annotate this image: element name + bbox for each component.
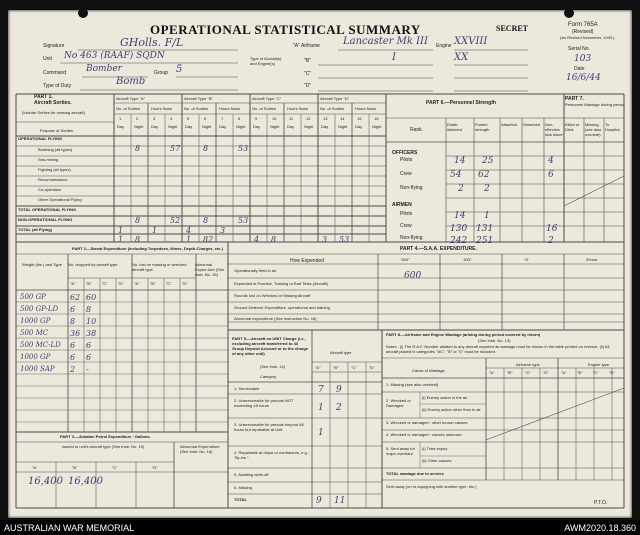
p8-row-6: Sent away (on re-equipping with another type, etc.) [386, 484, 477, 489]
petrol-a-value: 16,400 [28, 476, 63, 487]
petrol-b-value: 16,400 [68, 476, 103, 487]
p2-col-a0: "A" [70, 281, 76, 286]
serial-value: 103 [574, 54, 592, 64]
part6-row-5: Non-flying [400, 235, 423, 241]
aircraft-type-header-2: Aircraft Type "C" [252, 96, 282, 101]
p1-value: 8 [135, 216, 141, 225]
bomb-a: 6 [70, 305, 76, 314]
col-number: 15 [357, 116, 362, 121]
saa-fired-value: 600 [404, 271, 422, 281]
petrol-issued-header: Issued to unit's aircraft type (See Instr. No. 10) [62, 444, 145, 449]
part1-row-4: Reconnaissance [38, 177, 68, 182]
daynight-label: Day [151, 124, 159, 129]
p6-value: 62 [478, 170, 490, 180]
part6-row-4: Crew [400, 223, 412, 229]
how-expended-header: How Expended [290, 258, 324, 264]
petrol-abnormal-header: Abnormal Expenditure (See Instr. No. 16) [180, 444, 220, 454]
p5-value: 1 [318, 403, 324, 413]
col-number: 8 [238, 116, 241, 121]
daynight-label: Day [355, 124, 363, 129]
p1-value: 53 [238, 216, 249, 225]
group-label: Group [154, 70, 168, 76]
airframe-d-label: "D" [304, 83, 312, 89]
secret-label: SECRET [496, 24, 529, 33]
p5-row-1: 2. Unserviceable for periods NOT exceeding 48 hours [234, 398, 294, 408]
bomb-a: 8 [70, 317, 76, 326]
p6-value: 14 [454, 156, 466, 166]
unit-label: Unit [43, 56, 52, 62]
aircraft-type-header-0: Aircraft Type "A" [116, 96, 145, 101]
saa-calibre-0: ·303" [400, 257, 410, 262]
form-title: OPERATIONAL STATISTICAL SUMMARY [150, 22, 421, 37]
signature-label: Signature [43, 43, 65, 49]
p8-col-0: "A" [489, 370, 495, 375]
p5-row-3: 4. Repairable at depot or contractors, e.g., "fly-ins." [234, 450, 309, 460]
saa-calibre-2: ·5" [524, 257, 529, 262]
saa-calibre-1: ·303" [462, 257, 472, 262]
p3-col-1: "B" [72, 465, 78, 470]
form-revised-note: (As Revised November, 1943.) [560, 35, 615, 40]
p8-row-0: 1. Missing (see also overleaf) [386, 382, 439, 387]
p5-row-6: TOTAL [234, 497, 247, 502]
p1-value: 1 [152, 226, 158, 235]
saa-row-4: Abnormal expenditure (See Instruction No. 16) [234, 316, 317, 321]
p8-row-1: 2. Wrecked or Damaged [386, 398, 411, 408]
bomb-a: 6 [70, 341, 76, 350]
hours-header-0: Hours flown [151, 106, 173, 111]
p1-value: 1 [118, 226, 124, 235]
part7-col-1: Missing (see also overleaf) [585, 122, 602, 137]
archive-footer [0, 520, 640, 535]
bomb-a: 2 [70, 365, 76, 374]
p8-row-5: TOTAL wastage due to service [386, 471, 444, 476]
p6-value: 130 [450, 224, 468, 234]
p5-row-0: 1. Serviceable [234, 386, 260, 391]
p2-col-a3: "D" [118, 281, 124, 286]
daynight-label: Night [134, 124, 144, 129]
pto-label: P.T.O. [594, 500, 608, 506]
col-number: 6 [204, 116, 207, 121]
part6-col-0: Estab-lishment [447, 122, 462, 132]
part6-col-4: Non-effective sick leave [545, 122, 563, 137]
part1-row-9: TOTAL (all Flying) [18, 227, 52, 232]
part1-row-2: Sea-mining [38, 157, 59, 162]
p6-value: 16 [546, 224, 558, 234]
p8-col-6: "C" [593, 370, 599, 375]
aircraft-type-label: Type of Aircraft(s) and Engine(s) [250, 56, 282, 66]
bomb-b: 8 [86, 305, 92, 314]
form-number: Form 765A [568, 22, 598, 28]
engine-header: Engine type [588, 362, 610, 367]
unit-value: No 463 (RAAF) SQDN [64, 51, 165, 61]
duty-value: Bomb [116, 76, 146, 87]
daynight-label: Night [270, 124, 280, 129]
airframe-header: Airframe type [516, 362, 540, 367]
saa-row-3: Ground Defence Expenditure, operational and training [234, 305, 330, 310]
col-number: 11 [289, 116, 294, 121]
col-number: 13 [323, 116, 328, 121]
part7-title: PART 7. [565, 96, 584, 102]
airframe-b-label: "B" [304, 58, 311, 64]
command-label: Command [43, 70, 67, 76]
lost-header: No. lost on missing or wrecked aircraft type [132, 262, 187, 272]
bomb-b: 60 [86, 293, 97, 302]
p1-value: 8 [203, 144, 209, 153]
archive-ref: AWM2020.18.360 [564, 523, 636, 533]
part1-row-6: Other Operational Flying [38, 197, 82, 202]
airframe-c-label: "C" [304, 71, 312, 77]
daynight-label: Night [168, 124, 178, 129]
bomb-type: 500 MC-LD [20, 341, 61, 349]
part7-col-2: To Hospital [605, 122, 620, 132]
col-number: 7 [221, 116, 224, 121]
officers-label: OFFICERS [392, 150, 418, 156]
daynight-label: Day [219, 124, 227, 129]
daynight-label: Night [338, 124, 348, 129]
cause-header: Cause of Wastage [412, 368, 445, 373]
p8-sub2-0: (i) Enemy action in the air [422, 395, 468, 400]
part6-title: PART 6.—Personnel Strength [426, 100, 496, 106]
p6-value: 251 [476, 236, 494, 246]
p8-col-5: "B" [577, 370, 583, 375]
p6-value: 131 [476, 224, 494, 234]
sorties-header-2: No. of Sorties [252, 106, 277, 111]
p1-value: 8 [271, 235, 277, 244]
daynight-label: Day [117, 124, 125, 129]
p5-value: 2 [336, 403, 342, 413]
p1-value: 4 [186, 226, 192, 235]
aircraft-type-header-3: Aircraft Type "D" [320, 96, 350, 101]
daynight-label: Night [236, 124, 246, 129]
part6-row-2: Non-flying [400, 185, 423, 191]
p1-value: 52 [170, 216, 181, 225]
part1-row-8: NON-OPERATIONAL FLYING [18, 217, 73, 222]
group-value: 5 [176, 64, 183, 75]
abnormal-header: Abnormal Expen-ture (See Instr. No. 16) [195, 262, 225, 277]
daynight-label: Day [253, 124, 261, 129]
p5-col-1: "B" [333, 365, 339, 370]
part3-title: PART 3.—Aviation Petrol Expenditure : Gallons. [60, 434, 151, 439]
part6-col-1: Posted strength [475, 122, 490, 132]
part2-title: PART 2.—Bomb Expenditure (Including Torpedoes, Mines, Depth-Charges, etc.) [72, 246, 223, 251]
bomb-b: 6 [86, 353, 92, 362]
daynight-label: Night [372, 124, 382, 129]
daynight-label: Night [202, 124, 212, 129]
part6-col-3: Detached [523, 122, 541, 127]
engine-label: Engine [436, 43, 452, 49]
p5-value: 7 [318, 385, 324, 395]
bomb-type: 1000 SAP [20, 365, 55, 373]
bomb-b: 6 [86, 341, 92, 350]
p8-col-2: "C" [525, 370, 531, 375]
p2-col-b1: "B" [150, 281, 156, 286]
p5-row-5: 6. Missing [234, 485, 253, 490]
p6-value: 54 [450, 170, 462, 180]
daynight-label: Day [287, 124, 295, 129]
daynight-label: Day [321, 124, 329, 129]
col-number: 2 [136, 116, 139, 121]
part1-row-5: Co-operation [38, 187, 62, 192]
saa-row-0: Operationally fired in air [234, 268, 277, 273]
p1-value: 57 [170, 144, 181, 153]
p5-row-4: 5. Awaiting write-off [234, 472, 269, 477]
p5-col-0: "A" [315, 365, 321, 370]
part1-subtitle: Aircraft Sorties. [34, 100, 72, 106]
p5-col-2: "C" [351, 365, 357, 370]
part8-title: PART 8.—Airframe and Engine Wastage (arising during period covered by return) [386, 332, 541, 337]
serial-label: Serial No. [568, 46, 590, 52]
p8-sub2-1: (ii) Enemy action other than in air [422, 407, 481, 412]
aircraft-type-header-1: Aircraft Type "B" [184, 96, 213, 101]
part8-notes: Notes : (i) The R.A.F. Number allotted to any aircraft reported as wastage must be shown in the table printed on reverse. (ii) All aircraft placed in categories "AC", "B" or "E" must be included. [386, 344, 610, 354]
p6-value: 2 [458, 184, 464, 194]
col-number: 1 [119, 116, 122, 121]
p5-value: 9 [336, 385, 342, 395]
p1-value: 1 [118, 235, 124, 244]
bomb-type: 500 GP [20, 293, 46, 301]
p5-value: 9 [316, 496, 322, 506]
airframe-a-label: "A" Airframe [293, 43, 320, 49]
bomb-b: 38 [86, 329, 97, 338]
p2-col-a2: "C" [102, 281, 108, 286]
engine-b-value: XX [454, 52, 469, 63]
p8-col-7: "D" [609, 370, 615, 375]
col-number: 5 [187, 116, 190, 121]
p6-value: 1 [484, 211, 490, 221]
bomb-a: 6 [70, 353, 76, 362]
part6-row-3: Pilots [400, 211, 413, 217]
bomb-a: 62 [70, 293, 81, 302]
saa-calibre-3: 20mm. [586, 257, 599, 262]
p3-col-2: "C" [112, 465, 118, 470]
p2-col-b2: "C" [166, 281, 172, 286]
weight-header: Weight (lbs.) and Type [22, 262, 62, 267]
p1-value: 53 [339, 235, 350, 244]
p5-value: 1 [318, 428, 324, 438]
p5-aircraft-type-header: Aircraft type [330, 350, 352, 355]
category-header: Category [260, 374, 277, 379]
p3-col-0: "A" [32, 465, 38, 470]
col-number: 4 [170, 116, 173, 121]
p6-value: 2 [484, 184, 490, 194]
p1-value: 8 [135, 235, 141, 244]
part7-col-0: Killed or Died. [565, 122, 580, 132]
purpose-header: Purpose of Sorties [40, 128, 73, 133]
engine-a-value: XXVIII [454, 36, 488, 47]
dropped-header: No. dropped by aircraft type [68, 262, 118, 267]
p5-row-2: 3. Unserviceable for periods beyond 48 hours but repairable at Unit. [234, 422, 304, 432]
p8-col-1: "B" [507, 370, 513, 375]
p8-sub5-0: (i) Time-expiry [422, 446, 448, 451]
duty-label: Type of Duty [43, 83, 72, 89]
bomb-b: 10 [86, 317, 97, 326]
p6-value: 242 [450, 236, 468, 246]
p8-col-4: "A" [561, 370, 567, 375]
sorties-header-0: No. of Sorties [116, 106, 141, 111]
p6-value: 2 [548, 236, 554, 246]
p1-value: 8 [135, 144, 141, 153]
p8-row-3: 4. Wrecked or damaged : causes unknown [386, 432, 462, 437]
p2-col-b0: "A" [134, 281, 140, 286]
p1-value: 3 [220, 226, 226, 235]
bomb-type: 1000 GP [20, 317, 51, 325]
daynight-label: Night [304, 124, 314, 129]
command-value: Bomber [86, 64, 122, 74]
airmen-label: AIRMEN [392, 202, 412, 208]
hours-header-1: Hours flown [219, 106, 241, 111]
part5-title: PART 5.—Aircraft on UNIT Charge (i.e., excluding aircraft transferred to 43 Group Deposit Account or to the charge of any other unit) [232, 336, 309, 356]
saa-row-1: Expended in Practice, Training or Butt Tests (Aircraft) [234, 281, 328, 286]
part1-note: (Include Sorties for missing aircraft) [22, 110, 85, 115]
p1-value: 1 [186, 235, 192, 244]
p1-value: 4 [254, 235, 260, 244]
p5-value: 11 [334, 496, 346, 506]
daynight-label: Day [185, 124, 193, 129]
part8-instr: (See Instr. No. 13) [478, 338, 511, 343]
col-number: 10 [272, 116, 277, 121]
airframe-a-value: Lancaster Mk III [343, 36, 428, 47]
bomb-b: - [86, 365, 89, 374]
p6-value: 25 [482, 156, 494, 166]
col-number: 16 [374, 116, 379, 121]
p8-col-3: "D" [543, 370, 549, 375]
saa-row-2: Rounds lost on Wrecked or Missing Aircraft [234, 293, 311, 298]
p1-value: 53 [238, 144, 249, 153]
p8-sub5-1: (ii) Other causes [422, 458, 452, 463]
bomb-type: 1000 GP [20, 353, 51, 361]
part1-row-3: Fighting (all types) [38, 167, 71, 172]
col-number: 12 [306, 116, 311, 121]
p8-row-4: 5. Sent away for major overhaul [386, 446, 415, 456]
airframe-b-value: I [392, 52, 396, 63]
p6-value: 14 [454, 211, 466, 221]
sorties-header-3: No. of Sorties [320, 106, 345, 111]
form-paper [8, 10, 632, 518]
date-label: Date [574, 66, 585, 72]
part5-note: (See Instr. 12) [260, 364, 286, 369]
p6-value: 4 [548, 156, 554, 166]
archive-name: AUSTRALIAN WAR MEMORIAL [4, 523, 135, 533]
part1-row-0: OPERATIONAL FLYING [18, 136, 63, 141]
col-number: 14 [340, 116, 345, 121]
form-revised: (Revised) [572, 29, 594, 35]
part1-row-1: Bombing (all types) [38, 147, 73, 152]
p2-col-b3: "D" [182, 281, 188, 286]
p5-col-3: "D" [369, 365, 375, 370]
part6-row-1: Crew [400, 171, 412, 177]
hours-header-3: Hours flown [355, 106, 377, 111]
part4-title: PART 4.—S.A.A. EXPENDITURE. [400, 246, 477, 252]
col-number: 3 [153, 116, 156, 121]
part7-subtitle: Personnel Wastage during period. [565, 102, 626, 107]
p3-col-3: "D" [152, 465, 158, 470]
part6-row-0: Pilots [400, 157, 413, 163]
bomb-type: 500 MC [20, 329, 49, 337]
bomb-a: 36 [70, 329, 81, 338]
bomb-type: 500 GP-LD [20, 305, 59, 313]
signature-value: GHolls. F/L [120, 36, 184, 49]
date-value: 16/6/44 [566, 73, 601, 83]
p2-col-a1: "B" [86, 281, 92, 286]
col-number: 9 [255, 116, 258, 121]
rank-header: Rank. [410, 127, 424, 133]
p1-value: 3 [322, 235, 328, 244]
p1-value: 8 [203, 216, 209, 225]
p6-value: 6 [548, 170, 554, 180]
sorties-header-1: No. of Sorties [184, 106, 209, 111]
hours-header-2: Hours flown [287, 106, 309, 111]
p1-value: 82 [203, 235, 214, 244]
p8-row-2: 3. Wrecked or damaged : other known causes [386, 420, 468, 425]
part1-title: PART 1. [34, 94, 53, 100]
part6-col-2: Attached [501, 122, 517, 127]
part1-row-7: TOTAL OPERATIONAL FLYING [18, 207, 77, 212]
